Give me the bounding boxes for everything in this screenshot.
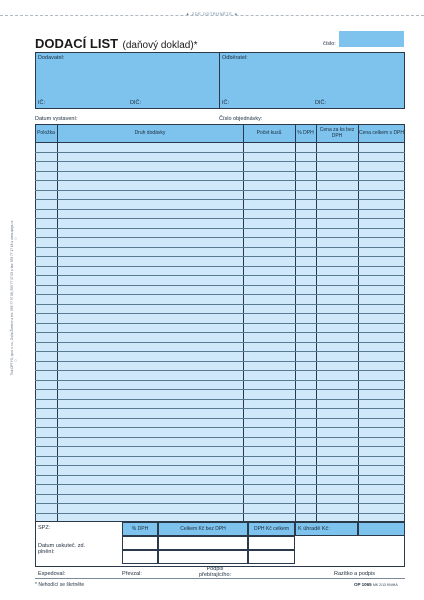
cislo-objednavky-label: Číslo objednávky: [219,116,263,122]
table-row[interactable] [35,408,405,418]
table-row[interactable] [35,256,405,266]
product-code: OP 1065 MK 2/13 KNIHA [354,582,398,587]
tear-arrow-icon: ▲ [232,11,239,16]
datum-uskut-label: Datum uskuteč. zd. plnění: [38,543,86,555]
table-row[interactable] [35,342,405,352]
table-row[interactable] [35,275,405,285]
header-pocet-kusu: Počet kusů [256,129,282,136]
table-row[interactable] [35,237,405,247]
table-row[interactable] [35,152,405,162]
dodavatel-ic-label: IČ: [38,100,46,106]
table-row[interactable] [35,218,405,228]
side-printer-info: Tisk OPTYS, spol. s r.o., Dolní Životice ● tel.: 553 77 97 06, 553 77 17 03 ● fax: 553 77 17 18 ● www.optys.cz [10,220,14,376]
summary-celkem-bez-dph: Celkem Kč bez DPH [158,522,248,536]
odberatel-dic-label: DIČ: [315,100,326,106]
table-row[interactable] [35,323,405,333]
vat-base-cell-2[interactable] [158,550,248,564]
datum-vystaveni-label: Datum vystavení: [35,116,78,122]
odberatel-ic-label: IČ: [222,100,230,106]
table-row[interactable] [35,247,405,257]
header-druh-dodavky: Druh dodávky [134,129,166,136]
tear-note: ▲ ZDE ODTRHNĚTE ▲ [185,11,239,16]
table-row[interactable] [35,437,405,447]
podpis-label: Podpis přebírajícího: [198,566,232,578]
table-row[interactable] [35,361,405,371]
table-row[interactable] [35,294,405,304]
table-row[interactable] [35,190,405,200]
table-row[interactable] [35,456,405,466]
table-row[interactable] [35,142,405,152]
header-polozka: Položka [37,129,55,136]
table-row[interactable] [35,370,405,380]
table-row[interactable] [35,351,405,361]
k-uhrade-label: K úhradě Kč: [298,526,330,532]
odberatel-label: Odběratel: [222,55,248,61]
table-row[interactable] [35,389,405,399]
vat-base-cell-1[interactable] [158,536,248,550]
table-row[interactable] [35,465,405,475]
table-row[interactable] [35,171,405,181]
vat-rate-cell-1[interactable] [122,536,158,550]
summary-pct-dph: % DPH [122,522,158,536]
odberatel-field[interactable] [220,62,404,96]
title-sub: (daňový doklad)* [122,40,198,51]
document-title [35,35,198,53]
table-row[interactable] [35,503,405,513]
cislo-label: číslo: [323,41,336,47]
vat-amount-cell-1[interactable] [248,536,295,550]
prevzal-label: Převzal: [122,571,142,577]
table-row[interactable] [35,427,405,437]
table-row[interactable] [35,494,405,504]
side-hole-mark-icon: ○ [14,236,18,242]
table-row[interactable] [35,484,405,494]
header-pct-dph: % DPH [297,129,314,136]
table-row[interactable] [35,313,405,323]
header-cena-za-ks: Cena za ks bez DPH [319,126,355,139]
table-row[interactable] [35,475,405,485]
expedoval-label: Expedoval: [38,571,66,577]
tear-arrow-icon: ▲ [185,11,192,16]
spz-label: SPZ: [38,525,51,531]
table-row[interactable] [35,228,405,238]
table-row[interactable] [35,180,405,190]
razitko-label: Razítko a podpis [334,571,375,577]
spz-field[interactable] [50,523,122,535]
dodavatel-label: Dodavatel: [38,55,65,61]
title-main: DODACÍ LIST [35,36,119,51]
datum-vystaveni-field[interactable] [78,114,218,123]
cislo-objednavky-field[interactable] [268,114,404,123]
table-row[interactable] [35,399,405,409]
table-row[interactable] [35,161,405,171]
footnote: * Nehodící se škrtněte [35,582,85,588]
table-row[interactable] [35,285,405,295]
vat-amount-cell-2[interactable] [248,550,295,564]
table-row[interactable] [35,304,405,314]
table-row[interactable] [35,418,405,428]
vat-rate-cell-2[interactable] [122,550,158,564]
table-row[interactable] [35,332,405,342]
signature-line [35,578,405,579]
table-row[interactable] [35,199,405,209]
datum-uskut-field[interactable] [78,541,120,553]
header-cena-celkem: Cena celkem s DPH [358,129,404,136]
side-hole-mark-icon: ○ [14,358,18,364]
dodavatel-dic-label: DIČ: [130,100,141,106]
table-row[interactable] [35,209,405,219]
document-number-field[interactable] [339,31,404,47]
table-row[interactable] [35,446,405,456]
summary-dph-celkem: DPH Kč celkem [248,522,295,536]
table-row[interactable] [35,513,405,523]
table-row[interactable] [35,380,405,390]
table-row[interactable] [35,266,405,276]
dodavatel-field[interactable] [36,62,218,96]
k-uhrade-field[interactable] [358,522,405,536]
